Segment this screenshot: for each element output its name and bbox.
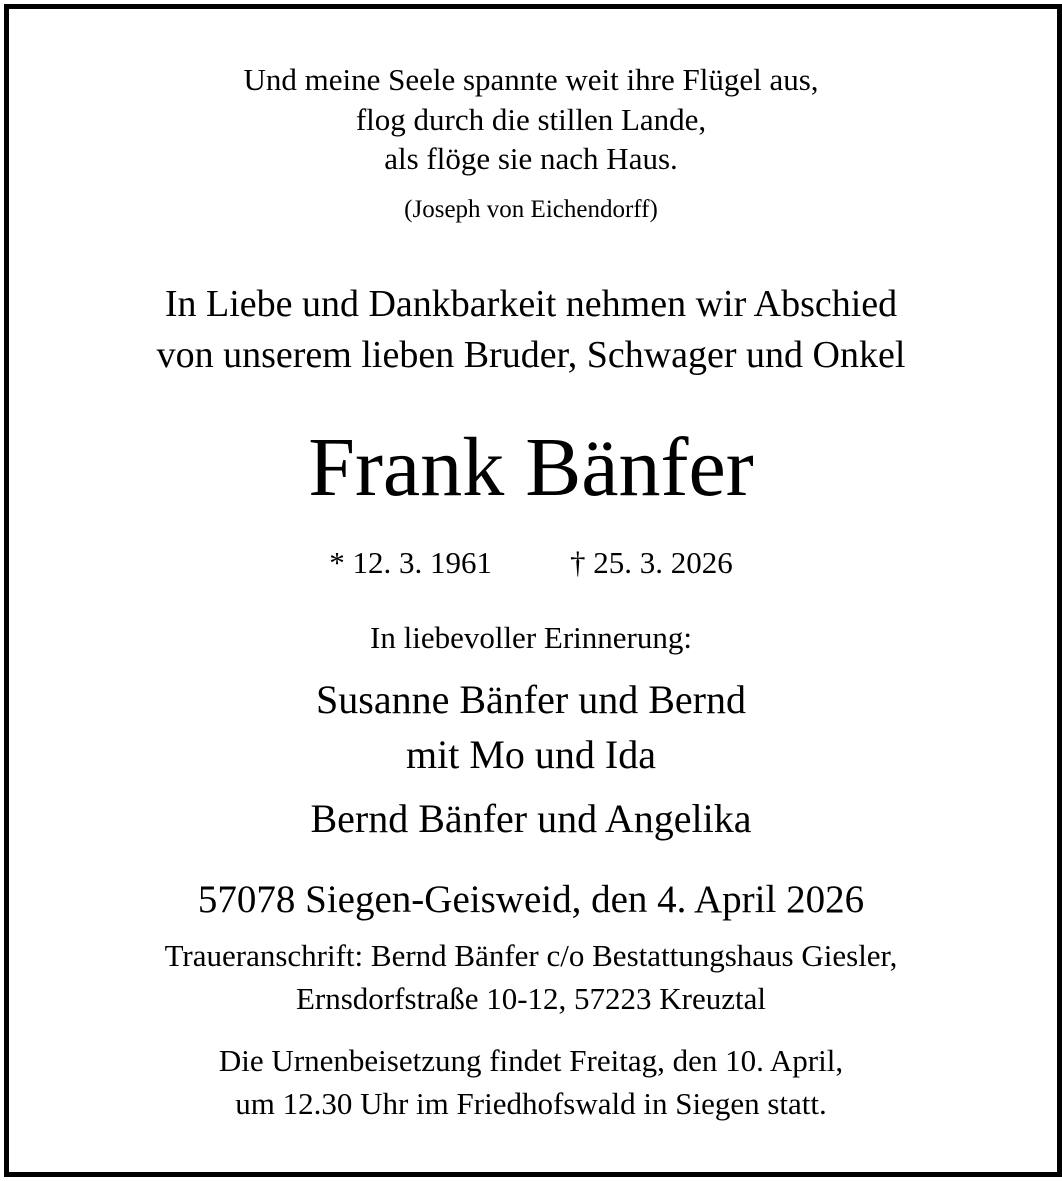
poem-line-1: Und meine Seele spannte weit ihre Flügel aus, <box>243 62 819 97</box>
burial-line-2: um 12.30 Uhr im Friedhofswald in Siegen statt. <box>235 1086 827 1121</box>
family-line-2: mit Mo und Ida <box>406 732 656 777</box>
intro-line-1: In Liebe und Dankbarkeit nehmen wir Abschied <box>164 283 898 325</box>
intro-line-2: von unserem lieben Bruder, Schwager und Onkel <box>156 334 906 376</box>
birth-date: * 12. 3. 1961 <box>329 545 492 580</box>
poem-author: (Joseph von Eichendorff) <box>404 196 658 223</box>
memory-heading: In liebevoller Erinnerung: <box>370 620 692 655</box>
address-line-2: Ernsdorfstraße 10-12, 57223 Kreuztal <box>295 981 767 1016</box>
poem-line-2: flog durch die stillen Lande, <box>355 102 707 137</box>
poem-line-3: als flöge sie nach Haus. <box>384 141 678 176</box>
address-line-1: Traueranschrift: Bernd Bänfer c/o Bestattungshaus Giesler, <box>164 938 898 973</box>
death-date: † 25. 3. 2026 <box>570 545 733 580</box>
place-and-date: 57078 Siegen-Geisweid, den 4. April 2026 <box>197 878 865 921</box>
family-line-1: Susanne Bänfer und Bernd <box>316 677 746 722</box>
family-line-3: Bernd Bänfer und Angelika <box>310 796 752 841</box>
burial-line-1: Die Urnenbeisetzung findet Freitag, den 10. April, <box>218 1043 844 1078</box>
life-dates <box>0 547 1062 578</box>
deceased-name: Frank Bänfer <box>308 421 754 514</box>
